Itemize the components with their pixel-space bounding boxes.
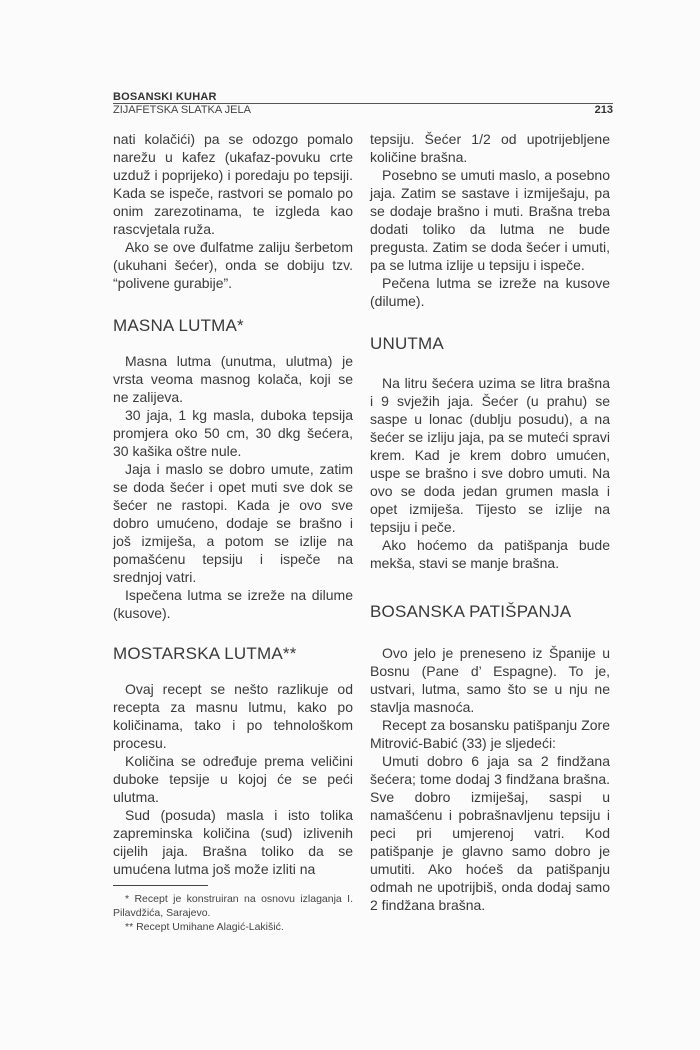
paragraph: Ako se ove đulfatme zaliju šerbetom (ukuhani šećer), onda se dobiju tzv. “polivene gurabije”. [113, 239, 353, 291]
paragraph: Količina se određuje prema veličini duboke tepsije u kojoj će se peći ulutma. [113, 753, 353, 805]
section-title-unutma: UNUTMA [370, 334, 444, 353]
paragraph: 30 jaja, 1 kg masla, duboka tepsija promjera oko 50 cm, 30 dkg šećera, 30 kašika oštre nule. [113, 407, 353, 459]
footnote: * Recept je konstruiran na osnovu izlaganja I. Pilavdžića, Sarajevo. [113, 893, 353, 919]
section-title-mostarska-lutma: MOSTARSKA LUTMA** [113, 644, 297, 663]
book-title: BOSANSKI KUHAR [113, 91, 613, 104]
section-title-masna-lutma: MASNA LUTMA* [113, 316, 244, 335]
paragraph: Posebno se umuti maslo, a posebno jaja. Zatim se sastave i izmiješaju, pa se dodaje brašno i muti. Brašna treba dodati toliko da lutma ne bude pregusta. Zatim se doda šećer i umuti, pa se lutma izlije u tepsiju i ispeče. [370, 167, 610, 273]
paragraph: Recept za bosansku patišpanju Zore Mitrović-Babić (33) je sljedeći: [370, 717, 610, 751]
footnote: ** Recept Umihane Alagić-Lakišić. [125, 921, 284, 933]
page-number: 213 [594, 104, 613, 116]
paragraph: Ispečena lutma se izreže na dilume (kusove). [113, 587, 353, 621]
paragraph: Ako hoćemo da patišpanja bude mekša, stavi se manje brašna. [370, 537, 610, 571]
paragraph: Na litru šećera uzima se litra brašna i 9 svježih jaja. Šećer (u prahu) se saspe u lonac (dublju posudu), a na šećer se izliju jaja, pa se muteći spravi krem. Kad je krem dobro umućen, uspe se brašno i sve dobro umuti. Na ovo se doda jedan grumen masla i opet izmiješa. Tijesto se izlije na tepsiju i peče. [370, 375, 610, 535]
left-column [113, 130, 353, 934]
chapter-row [113, 104, 613, 117]
paragraph: tepsiju. Šećer 1/2 od upotrijebljene količine brašna. [370, 131, 610, 165]
section-title-bosanska-patispanja: BOSANSKA PATIŠPANJA [370, 602, 572, 621]
paragraph: Umuti dobro 6 jaja sa 2 findžana šećera; tome dodaj 3 findžana brašna. Sve dobro izmiješaj, saspi u namašćenu i pobrašnavljenu tepsiju i peci pri umjerenoj vatri. Kod patišpanje je glavno samo dobro je umutiti. Ako hoćeš da patišpanju odmah ne upotrijbiš, onda dodaj samo 2 findžana brašna. [370, 753, 610, 913]
paragraph: Ovaj recept se nešto razlikuje od recepta za masnu lutmu, kako po količinama, tako i po tehnološkom procesu. [113, 681, 353, 751]
footnote-divider [113, 885, 208, 886]
paragraph: nati kolačići) pa se odozgo pomalo narežu u kafez (ukafaz-povuku crte uzduž i poprijeko) i poredaju po tepsiji. Kada se ispeče, rastvori se pomalo po onim zarezotinama, te izgleda kao rascvjetala ruža. [113, 131, 353, 237]
chapter-title: ZIJAFETSKA SLATKA JELA [113, 104, 251, 116]
paragraph: Masna lutma (unutma, ulutma) je vrsta veoma masnog kolača, koji se ne zalijeva. [113, 353, 353, 405]
paragraph: Pečena lutma se izreže na kusove (dilume). [370, 275, 610, 309]
paragraph: Ovo jelo je preneseno iz Španije u Bosnu (Pane d’ Espagne). To je, ustvari, lutma, samo što se u nju ne stavlja masnoća. [370, 645, 610, 715]
paragraph: Jaja i maslo se dobro umute, zatim se doda šećer i opet muti sve dok se šećer ne rastopi. Kada je ovo sve dobro umućeno, dodaje se brašno i još izmiješa, a potom se izlije na pomašćenu tepsiju i ispeče na srednjoj vatri. [113, 461, 353, 585]
running-header [113, 91, 613, 117]
right-column [370, 130, 610, 914]
paragraph: Sud (posuda) masla i isto tolika zapreminska količina (sud) izlivenih cijelih jaja. Brašna toliko da se umućena lutma još može izliti na [113, 807, 353, 877]
